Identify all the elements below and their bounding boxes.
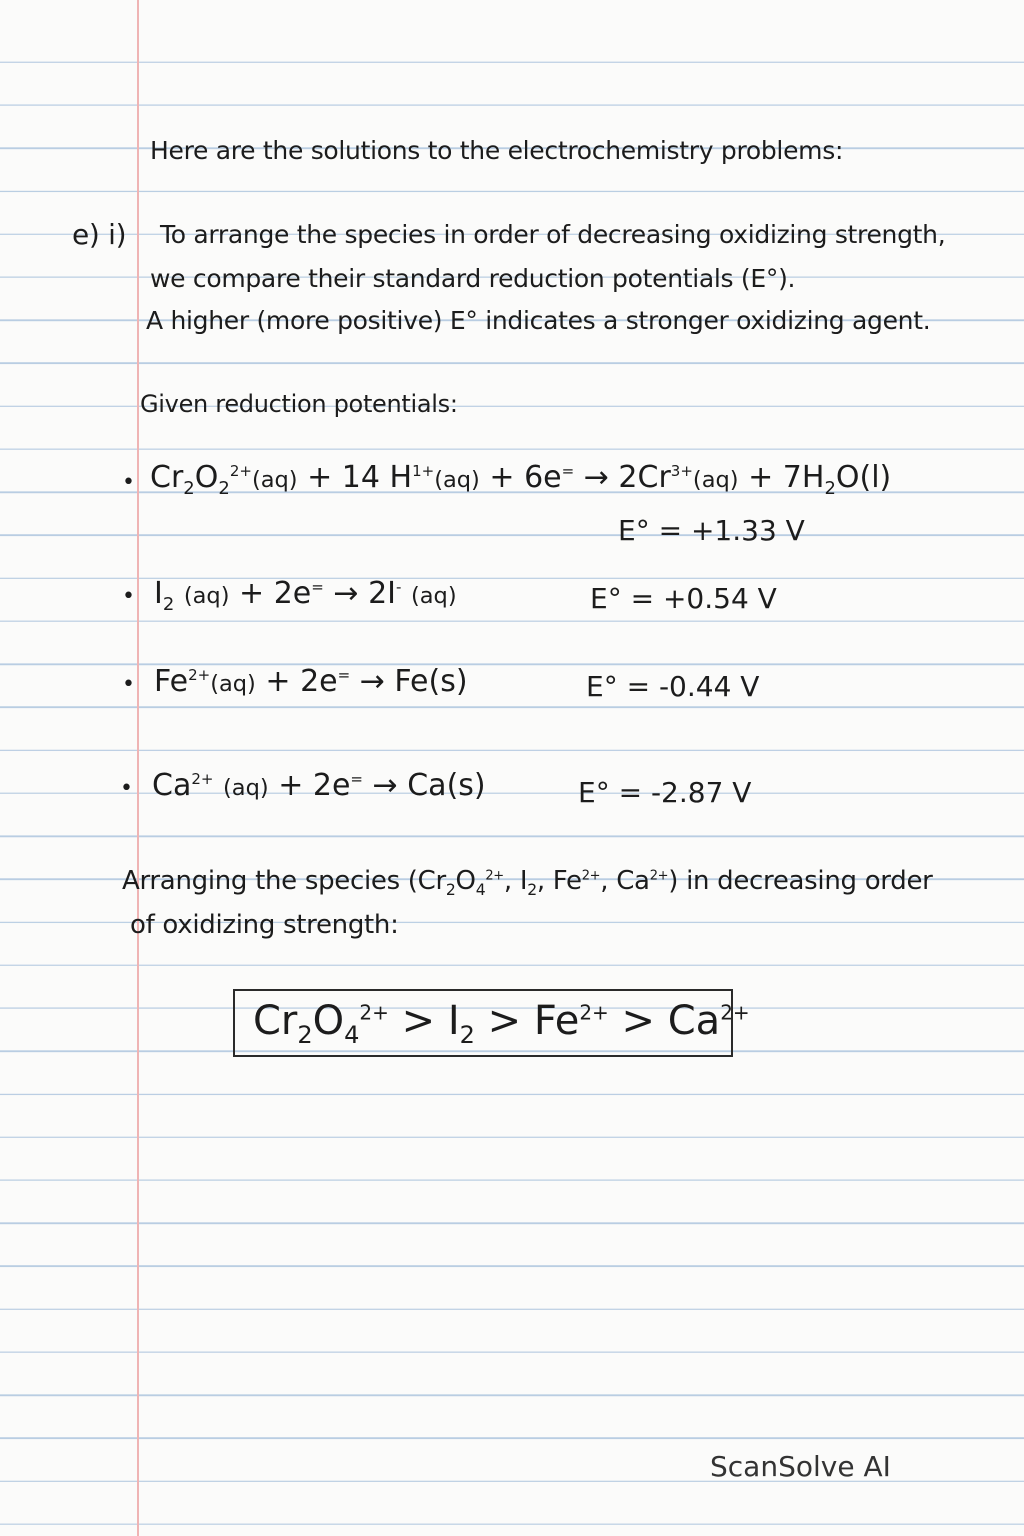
reaction-calcium	[152, 768, 486, 803]
calcium: , Ca	[600, 866, 650, 896]
charge: 2+	[579, 1000, 609, 1025]
greater-iodine: > I	[388, 998, 460, 1044]
bullet-dot: •	[122, 672, 135, 697]
final-order	[253, 998, 750, 1049]
potential-dichromate: E° = +1.33 V	[618, 514, 805, 547]
reaction-iron	[154, 664, 468, 699]
reactant-species: Fe	[154, 664, 189, 699]
subscript: 2	[445, 881, 456, 900]
subscript: 2	[459, 1021, 475, 1049]
subscript: 4	[344, 1021, 360, 1049]
page-header: Here are the solutions to the electrochemistry problems:	[150, 136, 844, 165]
intro-line-2: we compare their standard reduction potentials (E°).	[150, 264, 796, 293]
subscript: 4	[475, 881, 486, 900]
greater-calcium: > Ca	[608, 998, 721, 1044]
arranging-line-1	[122, 866, 933, 899]
electron-term: + 6e	[489, 460, 562, 495]
charge: 2+	[191, 770, 214, 788]
charge: 1+	[412, 462, 435, 480]
arrow: →	[372, 768, 398, 803]
subscript: 2	[527, 881, 537, 900]
product-species: Fe(s)	[394, 664, 468, 699]
product-species: 2I	[368, 576, 397, 611]
charge: 2+	[485, 868, 504, 884]
arranging-prefix: Arranging the species (Cr	[122, 866, 446, 896]
iodine: , I	[503, 866, 528, 896]
charge: -	[396, 578, 402, 596]
reaction-iodine	[154, 576, 457, 615]
state: (aq)	[223, 775, 269, 801]
potential-iron: E° = -0.44 V	[586, 670, 760, 703]
arrow: →	[583, 460, 609, 495]
intro-line-3: A higher (more positive) E° indicates a stronger oxidizing agent.	[146, 306, 931, 335]
water-term: + 7H	[748, 460, 825, 495]
charge: =	[337, 666, 351, 684]
electron-term: + 2e	[265, 664, 338, 699]
arranging-suffix: ) in decreasing order	[668, 866, 933, 896]
bullet-dot: •	[122, 584, 135, 609]
iron: , Fe	[536, 866, 582, 896]
charge: 2+	[720, 1000, 750, 1025]
subscript: 2	[183, 478, 195, 499]
oxygen: O	[312, 998, 345, 1044]
subscript: 2	[218, 478, 230, 499]
bullet-dot: •	[122, 470, 135, 495]
charge: =	[561, 462, 575, 480]
chromium: Cr	[253, 998, 298, 1044]
state: (aq)	[410, 583, 457, 609]
reactant-oxygen: O	[194, 460, 219, 495]
reactant-species: I	[154, 576, 163, 611]
part-label: e) i)	[72, 218, 127, 251]
reaction-dichromate	[150, 460, 891, 499]
potential-iodine: E° = +0.54 V	[590, 582, 777, 615]
subscript: 2	[297, 1021, 313, 1049]
charge: 2+	[649, 868, 669, 884]
brand-signature: ScanSolve AI	[710, 1450, 891, 1483]
electron-term: + 2e	[239, 576, 312, 611]
arranging-line-2: of oxidizing strength:	[130, 910, 399, 940]
state: (aq)	[692, 467, 739, 493]
arrow: →	[333, 576, 359, 611]
bullet-dot: •	[120, 776, 133, 801]
product-species: Ca(s)	[407, 768, 486, 803]
margin-line	[137, 0, 139, 1536]
charge: 3+	[670, 462, 693, 480]
state: (aq)	[434, 467, 480, 493]
greater-iron: > Fe	[474, 998, 580, 1044]
state: (aq)	[210, 671, 256, 697]
subscript: 2	[162, 594, 175, 615]
given-heading: Given reduction potentials:	[140, 390, 458, 418]
reactant-species: Cr	[150, 460, 184, 495]
product-species: 2Cr	[618, 460, 671, 495]
charge: 2+	[188, 666, 211, 684]
subscript: 2	[824, 478, 836, 499]
oxygen: O	[455, 866, 476, 896]
charge: 2+	[581, 868, 601, 884]
charge: =	[350, 770, 363, 788]
potential-calcium: E° = -2.87 V	[578, 776, 752, 809]
electron-term: + 2e	[278, 768, 351, 803]
reactant-species: Ca	[152, 768, 192, 803]
intro-line-1: To arrange the species in order of decreasing oxidizing strength,	[160, 220, 946, 249]
arrow: →	[359, 664, 385, 699]
state: (aq)	[183, 583, 230, 609]
charge: 2+	[359, 1000, 389, 1025]
hydrogen-term: + 14 H	[307, 460, 413, 495]
state: (aq)	[251, 467, 298, 493]
charge: 2+	[229, 462, 252, 480]
charge: =	[311, 578, 324, 596]
water-rest: O(l)	[835, 460, 892, 495]
